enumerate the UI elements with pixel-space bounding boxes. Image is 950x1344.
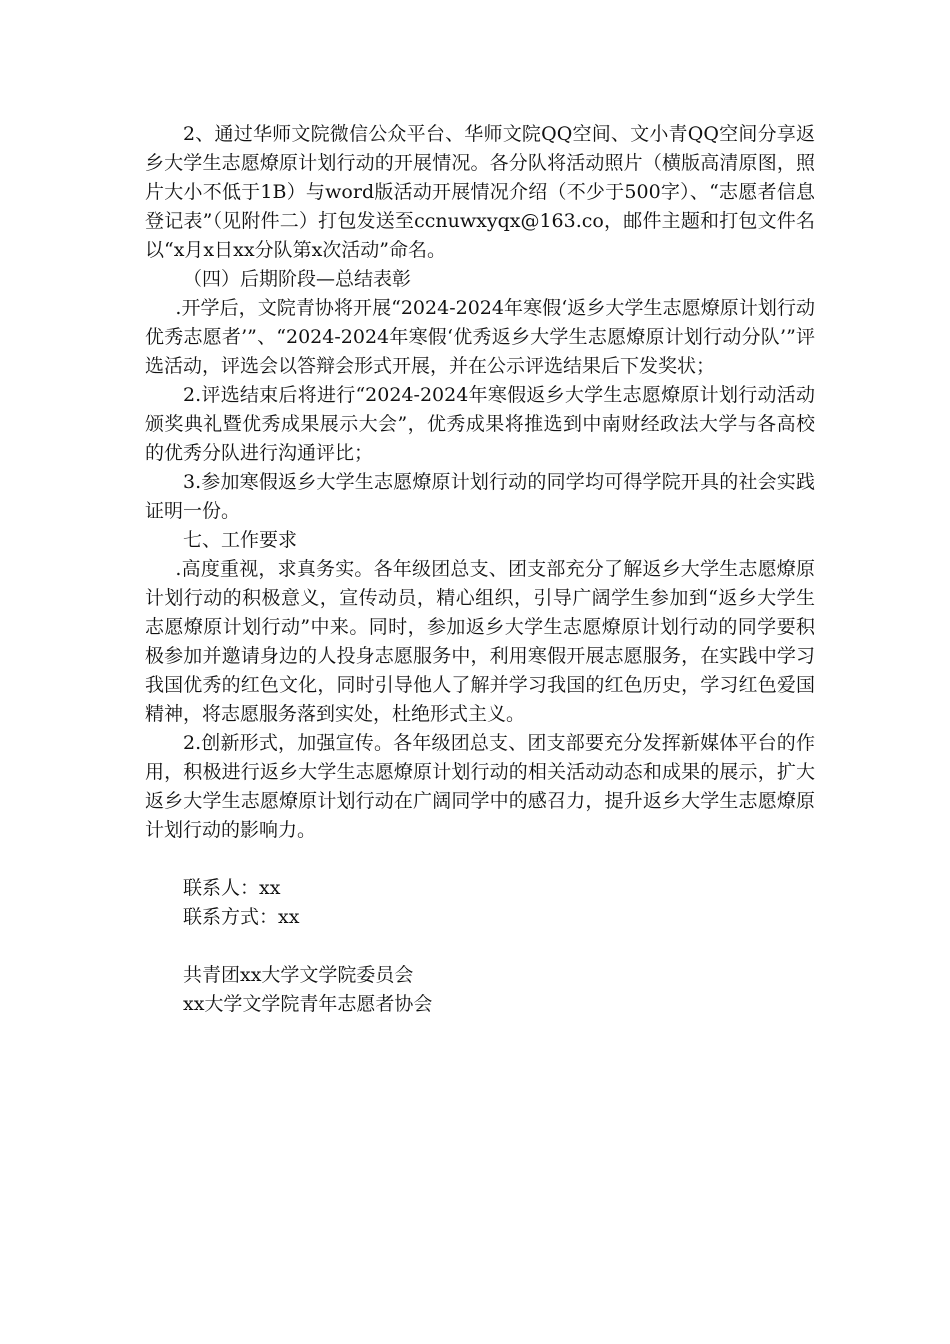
- contact-person: 联系人：xx: [183, 877, 281, 899]
- paragraph-award-ceremony: 2.评选结束后将进行“2024-2024年寒假返乡大学生志愿燎原计划行动活动颁奖典礼暨优秀成果展示大会”，优秀成果将推选到中南财经政法大学与各高校的优秀分队进行沟通评比；: [145, 384, 815, 464]
- spacer: [145, 845, 815, 874]
- signature-org-committee: 共青团xx大学文学院委员会: [183, 964, 414, 986]
- contact-method: 联系方式：xx: [183, 906, 300, 928]
- signature-org-association: xx大学文学院青年志愿者协会: [183, 993, 433, 1015]
- paragraph-certificate: 3.参加寒假返乡大学生志愿燎原计划行动的同学均可得学院开具的社会实践证明一份。: [145, 471, 815, 522]
- paragraph-innovation: 2.创新形式，加强宣传。各年级团总支、团支部要充分发挥新媒体平台的作用，积极进行返乡大学生志愿燎原计划行动的相关活动动态和成果的展示，扩大返乡大学生志愿燎原计划行动在广阔同学中的感召力，提升返乡大学生志愿燎原计划行动的影响力。: [145, 732, 815, 841]
- section-heading-summary: （四）后期阶段—总结表彰: [183, 268, 412, 290]
- section-heading-requirements: 七、工作要求: [183, 529, 298, 551]
- spacer: [145, 932, 815, 961]
- document-page: [145, 120, 815, 1019]
- paragraph-attention: .高度重视，求真务实。各年级团总支、团支部充分了解返乡大学生志愿燎原计划行动的积极意义，宣传动员，精心组织，引导广阔学生参加到“返乡大学生志愿燎原计划行动”中来。同时，参加返乡大学生志愿燎原计划行动的同学要积极参加并邀请身边的人投身志愿服务中，利用寒假开展志愿服务，在实践中学习我国优秀的红色文化，同时引导他人了解并学习我国的红色历史，学习红色爱国精神，将志愿服务落到实处，杜绝形式主义。: [145, 558, 815, 725]
- paragraph-evaluation: .开学后，文院青协将开展“2024-2024年寒假‘返乡大学生志愿燎原计划行动优秀志愿者’”、“2024-2024年寒假‘优秀返乡大学生志愿燎原计划行动分队’”评选活动，评选会以答辩会形式开展，并在公示评选结果后下发奖状；: [145, 297, 815, 377]
- paragraph-publicity: 2、通过华师文院微信公众平台、华师文院QQ空间、文小青QQ空间分享返乡大学生志愿燎原计划行动的开展情况。各分队将活动照片（横版高清原图，照片大小不低于1B）与word版活动开展情况介绍（不少于500字）、“志愿者信息登记表”（见附件二）打包发送至ccnuwxyqx@163.co，邮件主题和打包文件名以“x月x日xx分队第x次活动”命名。: [145, 123, 815, 261]
